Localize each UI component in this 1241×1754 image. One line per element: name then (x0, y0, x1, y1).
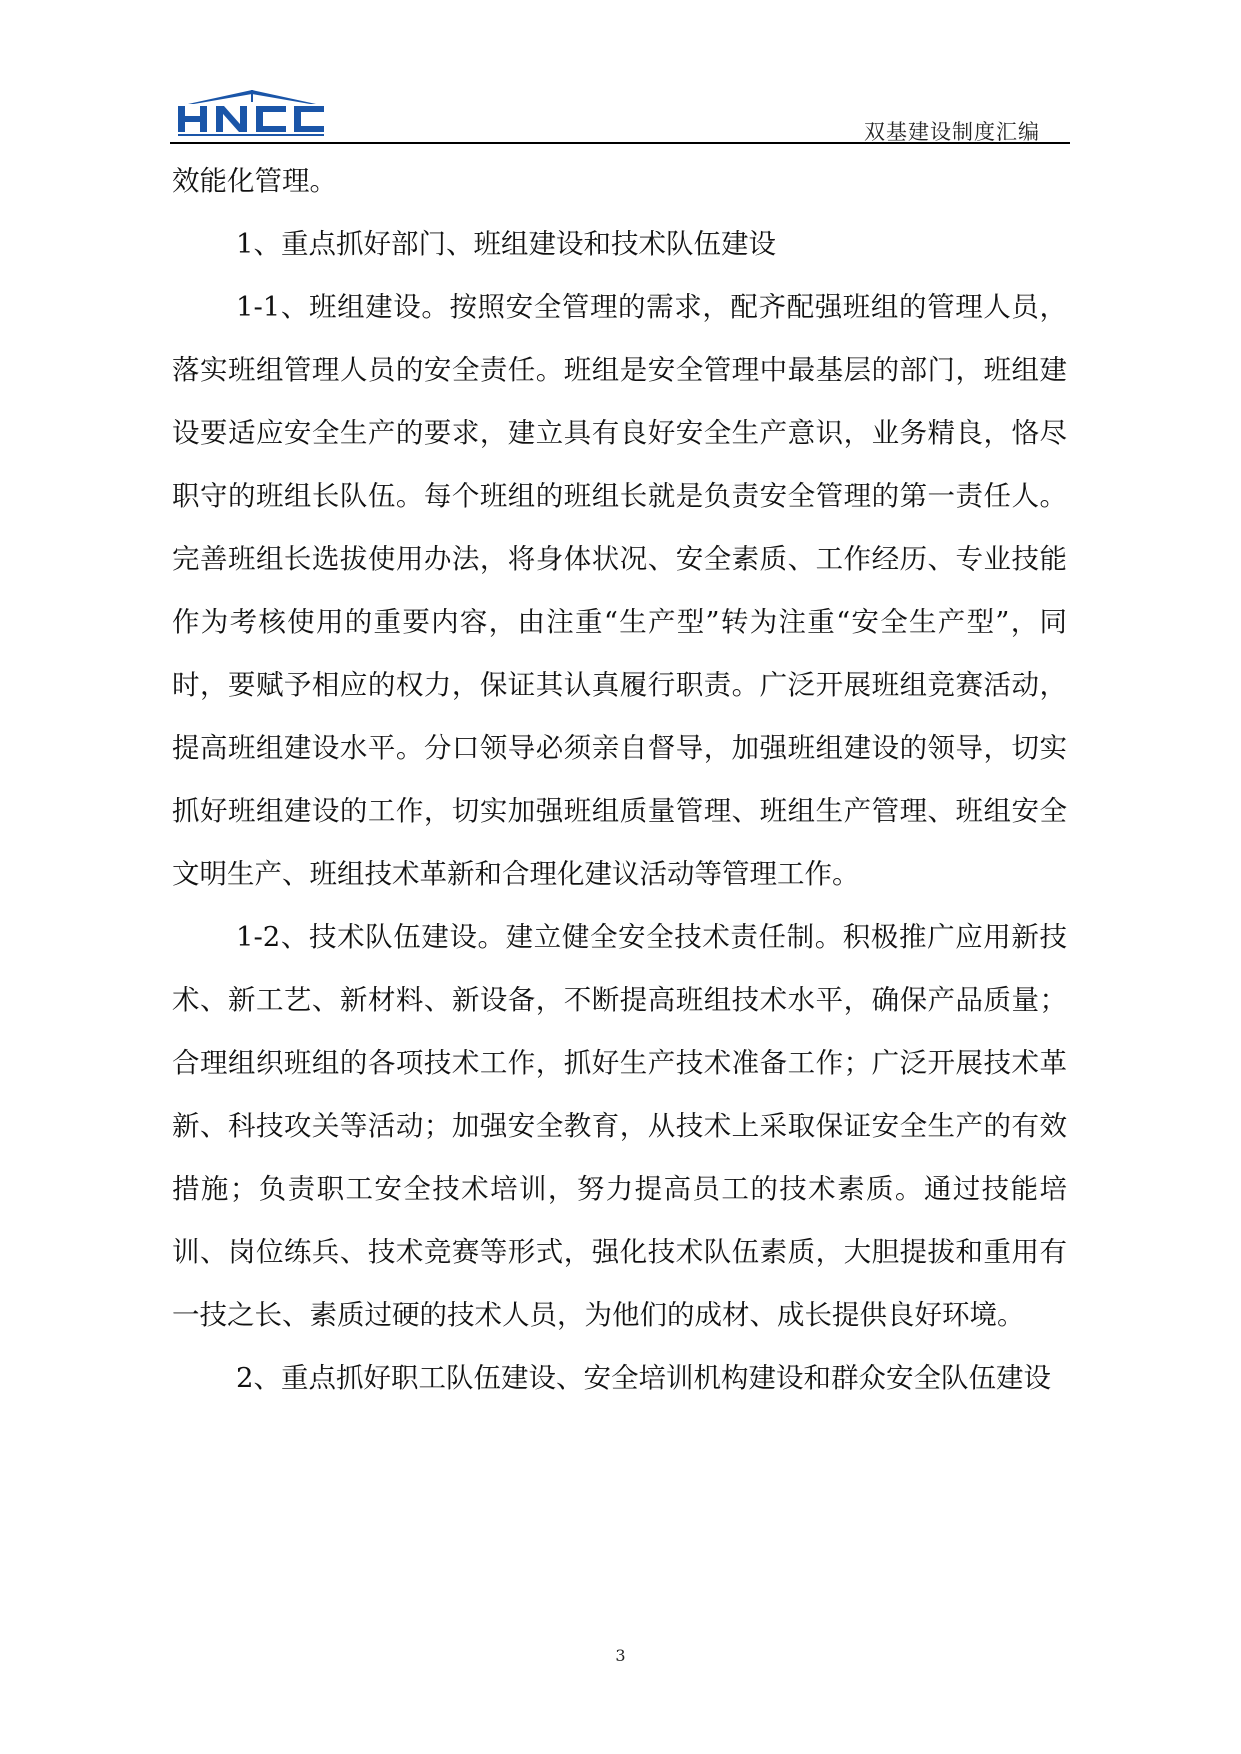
hncc-logo-graphic (170, 88, 334, 138)
section-heading-1: 1、重点抓好部门、班组建设和技术队伍建设 (236, 228, 776, 260)
header-divider (170, 142, 1070, 144)
header-title: 双基建设制度汇编 (864, 120, 1040, 144)
hncc-logo (170, 88, 334, 138)
paragraph-1-1: 1-1、班组建设。按照安全管理的需求，配齐配强班组的管理人员，落实班组管理人员的安全责任。班组是安全管理中最基层的部门，班组建设要适应安全生产的要求，建立具有良好安全生产意识，业务精良，恪尽职守的班组长队伍。每个班组的班组长就是负责安全管理的第一责任人。完善班组长选拔使用办法，将身体状况、安全素质、工作经历、专业技能作为考核使用的重要内容，由注重“生产型”转为注重“安全生产型”，同时，要赋予相应的权力，保证其认真履行职责。广泛开展班组竞赛活动，提高班组建设水平。分口领导必须亲自督导，加强班组建设的领导，切实抓好班组建设的工作，切实加强班组质量管理、班组生产管理、班组安全文明生产、班组技术革新和合理化建议活动等管理工作。 (172, 291, 1067, 890)
paragraph-continuation: 效能化管理。 (172, 165, 337, 197)
page-number: 3 (615, 1646, 626, 1665)
document-body (172, 150, 1067, 1410)
page-header (170, 88, 1070, 144)
paragraph-1-2: 1-2、技术队伍建设。建立健全安全技术责任制。积极推广应用新技术、新工艺、新材料、新设备，不断提高班组技术水平，确保产品质量；合理组织班组的各项技术工作，抓好生产技术准备工作；广泛开展技术革新、科技攻关等活动；加强安全教育，从技术上采取保证安全生产的有效措施；负责职工安全技术培训，努力提高员工的技术素质。通过技能培训、岗位练兵、技术竞赛等形式，强化技术队伍素质，大胆提拔和重用有一技之长、素质过硬的技术人员，为他们的成材、成长提供良好环境。 (172, 921, 1067, 1331)
section-heading-2: 2、重点抓好职工队伍建设、安全培训机构建设和群众安全队伍建设 (236, 1362, 1051, 1394)
